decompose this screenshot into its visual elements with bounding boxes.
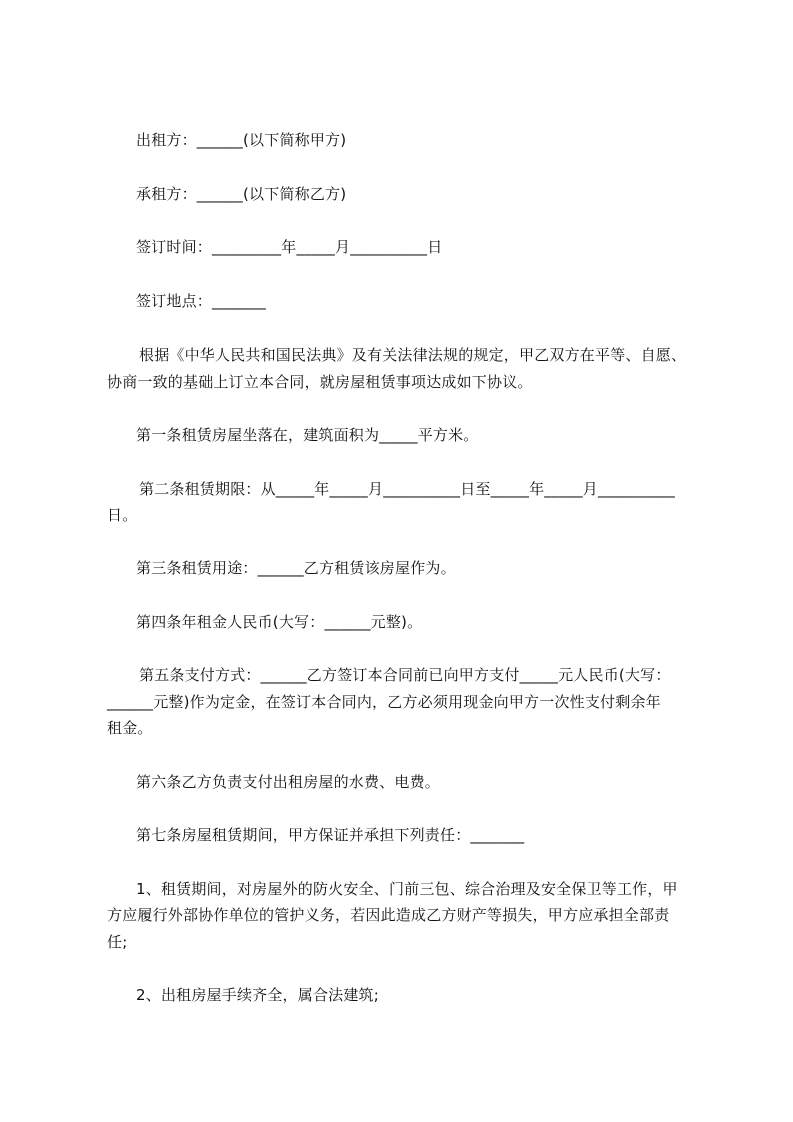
article-1: 第一条租赁房屋坐落在，建筑面积为_____平方米。 [136,426,479,444]
article-5-line-2: ______元整)作为定金，在签订本合同内，乙方必须用现金向甲方一次性支付剩余年 [107,693,661,711]
clause-2: 2、出租房屋手续齐全，属合法建筑; [136,986,379,1004]
preamble-line-2: 协商一致的基础上订立本合同，就房屋租赁事项达成如下协议。 [107,373,533,391]
article-7: 第七条房屋租赁期间，甲方保证并承担下列责任：_______ [136,826,525,844]
signing-date-line: 签订时间：_________年_____月__________日 [136,238,443,256]
preamble-line-1: 根据《中华人民共和国民法典》及有关法律法规的规定，甲乙双方在平等、自愿、 [139,346,687,364]
clause-1-line-2: 方应履行外部协作单位的管护义务，若因此造成乙方财产等损失，甲方应承担全部责 [107,906,670,924]
article-6: 第六条乙方负责支付出租房屋的水费、电费。 [136,773,441,791]
article-2-line-1: 第二条租赁期限：从_____年_____月__________日至_____年_____月__________ [139,480,676,498]
clause-1-line-1: 1、租赁期间，对房屋外的防火安全、门前三包、综合治理及安全保卫等工作，甲 [136,880,678,898]
article-5-line-1: 第五条支付方式：______乙方签订本合同前已向甲方支付_____元人民币(大写： [139,666,671,684]
clause-1-line-3: 任; [107,933,128,951]
article-3: 第三条租赁用途：______乙方租赁该房屋作为。 [136,559,456,577]
lessee-line: 承租方：______(以下简称乙方) [136,185,347,203]
signing-place-line: 签订地点：_______ [136,292,266,310]
article-2-line-2: 日。 [107,506,138,524]
lessor-line: 出租方：______(以下简称甲方) [136,131,347,149]
article-4: 第四条年租金人民币(大写：______元整)。 [136,613,423,631]
article-5-line-3: 租金。 [107,719,153,737]
